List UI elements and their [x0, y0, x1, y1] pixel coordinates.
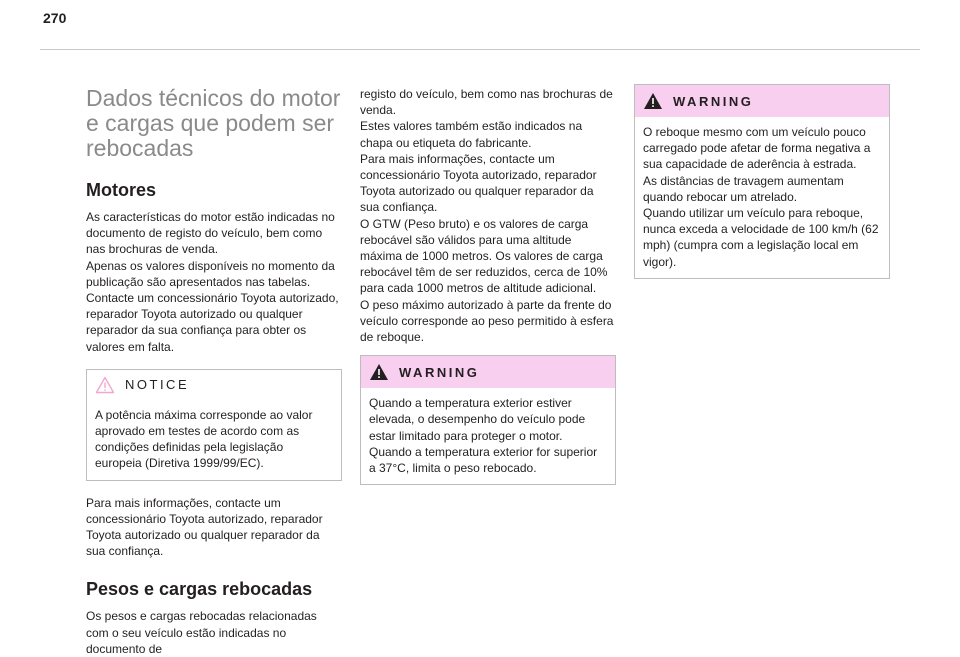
- warning-body: [635, 117, 889, 278]
- warning-triangle-solid-icon: [643, 92, 663, 110]
- engines-paragraph: As características do motor estão indicadas no documento de registo do veículo, bem como nas brochuras de venda. Apenas os valores disponíveis no momento da publicação são apresentados nas tabelas. Contacte um concessionário Toyota autorizado, reparador Toyota autorizado ou qualquer reparador da sua confiança para obter os valores em falta.: [86, 210, 339, 354]
- weights-paragraph-continued: registo do veículo, bem como nas brochuras de venda. Estes valores também estão indicados na chapa ou etiqueta do fabricante. Para mais informações, contacte um concessionário Toyota autorizado, reparador Toyota autorizado ou qualquer reparador da sua confiança. O GTW (Peso bruto) e os valores de carga rebocável são válidos para uma altitude máxima de 1000 metros. Os valores de carga rebocável têm de ser reduzidos, cerca de 10% para cada 1000 metros de altitude adicional. O peso máximo autorizado à parte da frente do veículo corresponde ao peso permitido à esfera de reboque.: [360, 87, 614, 345]
- warning-label: WARNING: [399, 364, 480, 380]
- warning-header: [361, 356, 615, 388]
- warning-body: [361, 388, 615, 484]
- page-title: Dados técnicos do motor e cargas que podem ser rebocadas: [86, 85, 341, 161]
- warning-triangle-outline-icon: [95, 376, 115, 394]
- weights-paragraph: Os pesos e cargas rebocadas relacionadas com o seu veículo estão indicadas no documento de: [86, 609, 317, 656]
- engines-heading: Motores: [86, 180, 157, 200]
- column-1: [86, 84, 342, 657]
- warning-header: [635, 85, 889, 117]
- notice-label: NOTICE: [125, 377, 190, 393]
- warning-text: Quando a temperatura exterior estiver elevada, o desempenho do veículo pode estar limitado para proteger o motor. Quando a temperatura exterior for superior a 37°C, limita o peso rebocado.: [369, 396, 598, 476]
- notice-header: [87, 370, 341, 400]
- notice-body: [87, 400, 341, 480]
- warning-text: O reboque mesmo com um veículo pouco carregado pode afetar de forma negativa a sua capacidade de aderência à estrada. As distâncias de travagem aumentam quando rebocar um atrelado. Quando utilizar um veículo para reboque, nunca exceda a velocidade de 100 km/h (62 mph) (cumpra com a legislação local em vigor).: [643, 125, 879, 269]
- column-3: [634, 84, 890, 279]
- column-2: [360, 86, 616, 485]
- page-number: 270: [43, 10, 67, 26]
- warning-box-temperature: [360, 355, 616, 485]
- weights-heading: Pesos e cargas rebocadas: [86, 579, 313, 600]
- warning-box-towing: [634, 84, 890, 279]
- more-info-paragraph: Para mais informações, contacte um concessionário Toyota autorizado, reparador Toyota autorizado ou qualquer reparador da sua confiança.: [86, 495, 323, 559]
- header-divider: [40, 49, 920, 50]
- warning-label: WARNING: [673, 93, 754, 109]
- warning-triangle-solid-icon: [369, 363, 389, 381]
- notice-text: A potência máxima corresponde ao valor aprovado em testes de acordo com as condições definidas pela legislação europeia (Diretiva 1999/99/EC).: [95, 407, 313, 471]
- notice-box: [86, 369, 342, 481]
